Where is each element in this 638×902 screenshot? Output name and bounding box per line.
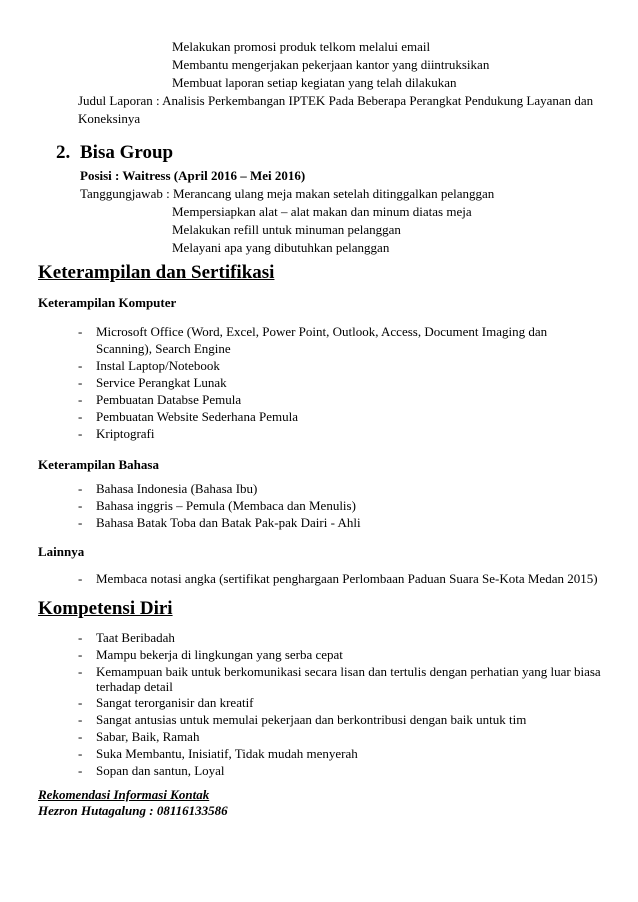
list-item: Pembuatan Databse Pemula xyxy=(96,392,242,407)
list-item: Mampu bekerja di lingkungan yang serba cepat xyxy=(96,647,343,662)
bullet-dash: - xyxy=(78,498,83,513)
job2-number: 2. xyxy=(56,142,71,163)
job1-report-title-cont: Koneksinya xyxy=(78,111,141,126)
list-item: Microsoft Office (Word, Excel, Power Point, Outlook, Access, Document Imaging dan xyxy=(96,324,548,339)
contact-heading: Rekomendasi Informasi Kontak xyxy=(38,787,210,802)
job1-report-title: Judul Laporan : Analisis Perkembangan IPTEK Pada Beberapa Perangkat Pendukung Layanan dan xyxy=(78,93,594,108)
bullet-dash: - xyxy=(78,324,83,339)
subheading-language-skills: Keterampilan Bahasa xyxy=(38,457,159,472)
subheading-computer-skills: Keterampilan Komputer xyxy=(38,295,177,310)
job2-duty-row xyxy=(80,185,494,202)
job2-duty-label: Tanggungjawab : xyxy=(80,186,173,201)
list-item: Sabar, Baik, Ramah xyxy=(96,729,200,744)
list-item-cont: Scanning), Search Engine xyxy=(96,341,231,356)
list-item-cont: terhadap detail xyxy=(96,679,173,694)
bullet-dash: - xyxy=(78,358,83,373)
list-item: Instal Laptop/Notebook xyxy=(96,358,220,373)
subheading-other: Lainnya xyxy=(38,544,85,559)
contact-line: Hezron Hutagalung : 08116133586 xyxy=(38,803,228,818)
list-item: Bahasa inggris – Pemula (Membaca dan Menulis) xyxy=(96,498,356,513)
list-item: Sangat antusias untuk memulai pekerjaan dan berkontribusi dengan baik untuk tim xyxy=(96,712,527,727)
bullet-dash: - xyxy=(78,712,83,727)
bullet-dash: - xyxy=(78,392,83,407)
job2-duty: Mempersiapkan alat – alat makan dan minum diatas meja xyxy=(172,204,472,219)
bullet-dash: - xyxy=(78,729,83,744)
job1-duty: Membantu mengerjakan pekerjaan kantor yang diintruksikan xyxy=(172,57,490,72)
list-item: Kemampuan baik untuk berkomunikasi secara lisan dan tertulis dengan perhatian yang luar biasa xyxy=(96,664,601,679)
job2-duty: Melakukan refill untuk minuman pelanggan xyxy=(172,222,401,237)
list-item: Suka Membantu, Inisiatif, Tidak mudah menyerah xyxy=(96,746,358,761)
list-item: Bahasa Batak Toba dan Batak Pak-pak Dairi - Ahli xyxy=(96,515,361,530)
list-item: Taat Beribadah xyxy=(96,630,175,645)
section-heading-skills: Keterampilan dan Sertifikasi xyxy=(38,262,275,283)
job2-duty: Merancang ulang meja makan setelah ditinggalkan pelanggan xyxy=(172,186,495,201)
section-heading-competence: Kompetensi Diri xyxy=(38,598,173,619)
bullet-dash: - xyxy=(78,763,83,778)
job1-duty: Melakukan promosi produk telkom melalui email xyxy=(172,39,431,54)
bullet-dash: - xyxy=(78,409,83,424)
bullet-dash: - xyxy=(78,664,83,679)
bullet-dash: - xyxy=(78,481,83,496)
list-item: Sopan dan santun, Loyal xyxy=(96,763,225,778)
list-item: Service Perangkat Lunak xyxy=(96,375,227,390)
bullet-dash: - xyxy=(78,571,83,586)
list-item: Pembuatan Website Sederhana Pemula xyxy=(96,409,298,424)
bullet-dash: - xyxy=(78,695,83,710)
bullet-dash: - xyxy=(78,630,83,645)
job2-position: Posisi : Waitress (April 2016 – Mei 2016) xyxy=(80,168,306,183)
bullet-dash: - xyxy=(78,426,83,441)
bullet-dash: - xyxy=(78,375,83,390)
list-item: Membaca notasi angka (sertifikat penghargaan Perlombaan Paduan Suara Se-Kota Medan 2015) xyxy=(96,571,598,586)
job1-duty: Membuat laporan setiap kegiatan yang telah dilakukan xyxy=(172,75,457,90)
list-item: Sangat terorganisir dan kreatif xyxy=(96,695,254,710)
bullet-dash: - xyxy=(78,515,83,530)
list-item: Kriptografi xyxy=(96,426,155,441)
job2-duty: Melayani apa yang dibutuhkan pelanggan xyxy=(172,240,390,255)
job2-company: Bisa Group xyxy=(80,142,174,163)
bullet-dash: - xyxy=(78,746,83,761)
bullet-dash: - xyxy=(78,647,83,662)
list-item: Bahasa Indonesia (Bahasa Ibu) xyxy=(96,481,258,496)
